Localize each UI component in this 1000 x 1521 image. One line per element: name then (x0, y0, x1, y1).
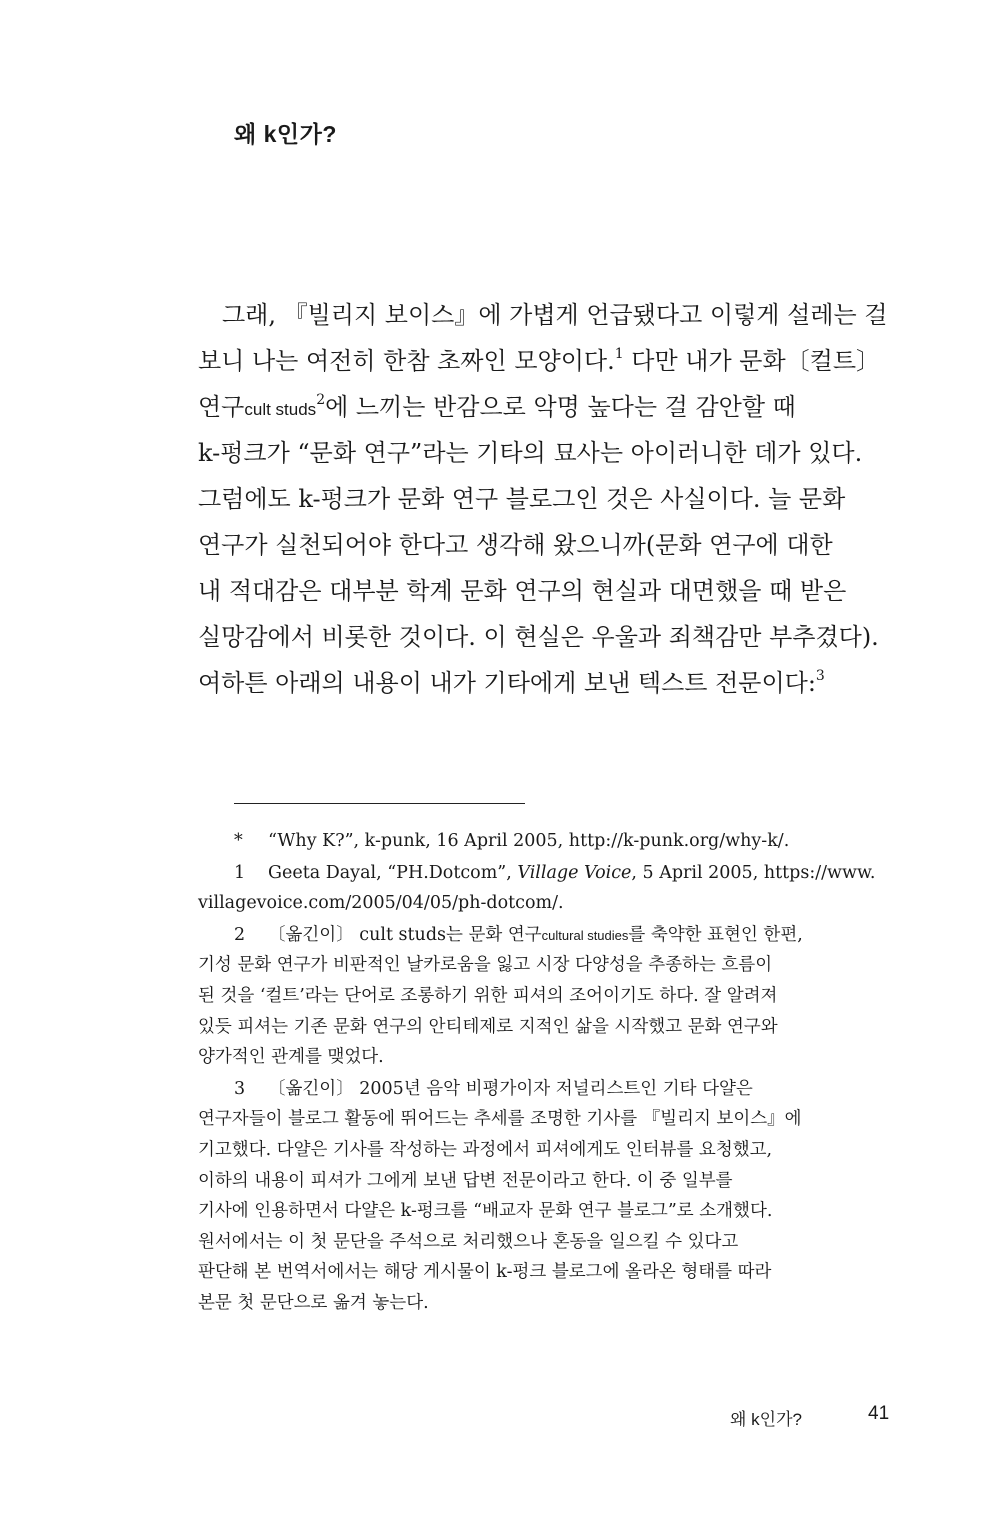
body-line (198, 338, 878, 384)
footnote-3 (198, 1074, 858, 1319)
footnotes (198, 826, 876, 1320)
body-line: 그럼에도 k-펑크가 문화 연구 블로그인 것은 사실이다. 늘 문화 (198, 485, 846, 513)
body-line-text: 연구 (198, 393, 245, 421)
footnote-divider (234, 803, 525, 804)
body-line (198, 292, 888, 338)
footnote-text: “Why K?”, k-punk, 16 April 2005, http://k-punk.org/why-k/. (268, 831, 790, 851)
footnote-line: 이하의 내용이 피셔가 그에게 보낸 답변 전문이라고 한다. 이 중 일부를 (198, 1170, 733, 1191)
body-line (198, 384, 878, 430)
body-line: 실망감에서 비롯한 것이다. 이 현실은 우울과 죄책감만 부추겼다). (198, 623, 879, 651)
cult-studs-term: cult studs (244, 400, 317, 419)
footnote-line (198, 1074, 858, 1105)
footnote-line: 기고했다. 다얄은 기사를 작성하는 과정에서 피셔에게도 인터뷰를 요청했고, (198, 1139, 773, 1160)
body-line: 연구가 실천되어야 한다고 생각해 왔으니까(문화 연구에 대한 (198, 531, 833, 559)
footnote-ref-1[interactable]: 1 (614, 346, 624, 362)
footnote-line: 본문 첫 문단으로 옮겨 놓는다. (198, 1292, 429, 1313)
footnote-text: 를 축약한 표현인 한편, (628, 924, 803, 945)
footnote-text: 〔옮긴이〕 2005년 음악 비평가이자 저널리스트인 기타 다얄은 (268, 1078, 753, 1099)
chapter-title: 왜 k인가? (234, 121, 337, 147)
footnote-line: 연구자들이 블로그 활동에 뛰어드는 추세를 조명한 기사를 『빌리지 보이스』에 (198, 1109, 802, 1130)
footnote-line: 기사에 인용하면서 다얄은 k-펑크를 “배교자 문화 연구 블로그”로 소개했다. (198, 1201, 773, 1222)
body-line (198, 660, 878, 706)
body-line: 내 적대감은 대부분 학계 문화 연구의 현실과 대면했을 때 받은 (198, 577, 847, 605)
footnote-2 (198, 920, 858, 1073)
footnote-mark: 1 (234, 862, 246, 883)
footnote-star (198, 826, 858, 857)
footnote-line (198, 920, 858, 951)
running-head: 왜 k인가? (730, 1410, 802, 1429)
body-line-text: 에 느끼는 반감으로 악명 높다는 걸 감안할 때 (325, 393, 796, 421)
footnote-ref-2[interactable]: 2 (316, 392, 326, 408)
body-paragraph (198, 292, 888, 706)
body-line-text: 여하튼 아래의 내용이 내가 기타에게 보낸 텍스트 전문이다: (198, 669, 816, 697)
footnote-text: Geeta Dayal, “PH.Dotcom”, (268, 862, 518, 883)
footnote-text: 〔옮긴이〕 cult studs는 문화 연구 (268, 924, 542, 945)
footnote-text: , 5 April 2005, https://www. (631, 862, 876, 883)
footnote-mark: 3 (234, 1078, 246, 1099)
footnote-line: 된 것을 ‘컬트’라는 단어로 조롱하기 위한 피셔의 조어이기도 하다. 잘 알려져 (198, 985, 778, 1006)
footnote-mark: * (234, 831, 243, 851)
footnote-line: 판단해 본 번역서에서는 해당 게시물이 k-펑크 블로그에 올라온 형태를 따라 (198, 1262, 772, 1283)
footnote-line: 원서에서는 이 첫 문단을 주석으로 처리했으나 혼동을 일으킬 수 있다고 (198, 1231, 739, 1252)
footnote-line: 양가적인 관계를 맺었다. (198, 1047, 384, 1068)
footnote-url[interactable]: villagevoice.com/2005/04/05/ph-dotcom/. (198, 893, 564, 914)
page-number: 41 (868, 1403, 890, 1424)
body-line-text: 다만 내가 문화〔컬트〕 (623, 347, 880, 375)
footnote-1 (198, 858, 876, 919)
footnote-line (198, 858, 876, 889)
publication-title: Village Voice (517, 862, 632, 883)
body-line-text: 보니 나는 여전히 한참 초짜인 모양이다. (198, 347, 615, 375)
body-line: k-펑크가 “문화 연구”라는 기타의 묘사는 아이러니한 데가 있다. (198, 439, 863, 467)
body-line-text: 그래, 『빌리지 보이스』에 가볍게 언급됐다고 이렇게 설레는 걸 (222, 301, 888, 329)
cultural-studies-term: cultural studies (541, 927, 629, 943)
footnote-line: 있듯 피셔는 기존 문화 연구의 안티테제로 지적인 삶을 시작했고 문화 연구와 (198, 1016, 778, 1037)
footnote-line: 기성 문화 연구가 비판적인 날카로움을 잃고 시장 다양성을 추종하는 흐름이 (198, 955, 773, 976)
footnote-line (198, 826, 858, 857)
footnote-mark: 2 (234, 924, 246, 945)
footnote-ref-3[interactable]: 3 (815, 668, 825, 684)
